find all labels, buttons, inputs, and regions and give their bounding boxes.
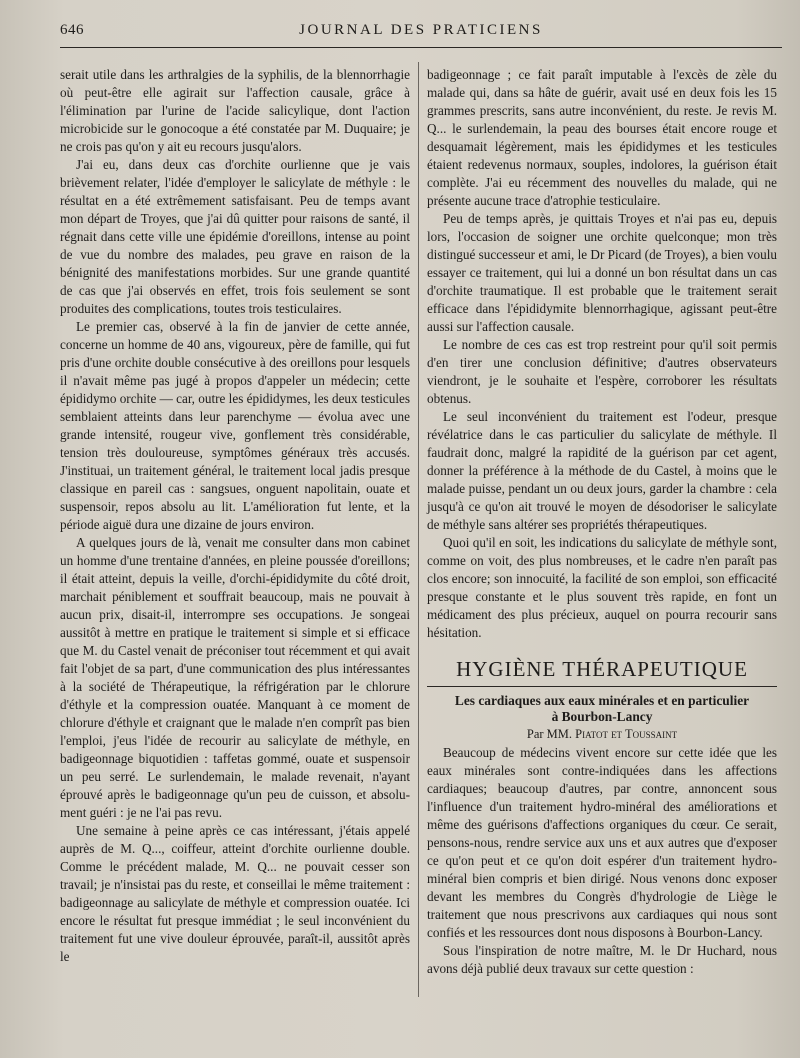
article-title <box>427 693 777 725</box>
journal-title: JOURNAL DES PRATICIENS <box>299 22 543 38</box>
paragraph: Sous l'inspiration de notre maître, M. le Dr Huchard, nous avons déjà publié deux travaux sur cette question : <box>427 943 777 976</box>
article-title-line: Les cardiaques aux eaux minérales et en particulier <box>454 693 750 708</box>
authors-prefix: Par MM. <box>526 727 573 741</box>
section-heading: HYGIÈNE THÉRAPEUTIQUE <box>456 657 748 681</box>
paragraph: Le premier cas, observé à la fin de janvier de cette année, concerne un homme de 40 ans, vigoureux, père de famille, qui fut pris d'une orchite double consécutive à des oreillons pour lesquels il n'avait même pas jugé à propos d'appeler un médecin; cette épididymo orchite — car, outre les épididymes, les deux testicules semblaient atteints dans leur parenchyme — évolua avec une grande intensité, rougeur vive, gonflement très considérable, tension très douloureuse, symptômes généraux très accusés. J'instituai, un traitement général, le traitement local jadis presque classique en pareil cas : sangsues, onguent napolitain, ouate et suspensoir, repos absolu au lit. L'amélioration fut lente, et la période aiguë dura une dizaine de jours environ. <box>60 319 410 532</box>
section-rule <box>427 686 777 687</box>
header-rule <box>60 47 782 48</box>
paragraph: Beaucoup de médecins vivent encore sur cette idée que les eaux minérales sont contre-indiquées dans les affections cardiaques; beaucoup d'autres, par contre, annoncent sous l'influence d'un traitement hydro-minéral des améliorations et même des guérisons d'affections organiques du cœur. Ce serait, pensons-nous, rendre service aux uns et aux autres que d'exposer ce qu'on peut et ce qu'on doit espérer d'un traitement hydro-minéral bien compris et bien dirigé. Nous venons donc exposer devant les membres du Congrès d'hydrologie de Liège le traitement que nous prescrivons aux cardiaques qui nous sont confiés et les ressources dont nous disposons à Bourbon-Lancy. <box>427 745 777 940</box>
page-header <box>60 20 782 44</box>
right-column <box>427 66 777 978</box>
paragraph: Le seul inconvénient du traitement est l'odeur, presque révélatrice dans le cas particulier du salicylate de méthyle. Il faudrait donc, malgré la rapidité de la guérison par cet agent, donner la préférence à la méthode de du Castel, à moins que le malade puisse, pendant un ou deux jours, garder la chambre : cela jusqu'à ce qu'on ait trouvé le moyen de désodoriser le salicylate de méthyle sans altérer ses propriétés thérapeutiques. <box>427 409 777 532</box>
left-column <box>60 66 410 966</box>
paragraph: A quelques jours de là, venait me consulter dans mon cabinet un homme d'une trentaine d'années, en pleine poussée d'oreillons; il était atteint, depuis la veille, d'orchi-épididymite du côté droit, marchait péniblement et souffrait beaucoup, mais ne pouvait à aucun prix, disait-il, interrompre ses occupations. Je songeai aussitôt à mettre en pratique le traitement si simple et si efficace que M. du Castel venait de préconiser tout récemment et qui avait fait l'objet de sa part, d'une communication des plus intéressantes à la société de Thérapeutique, la réfrigération par le chlorure d'éthyle et la compression ouatée. Manquant à ce moment de chlorure d'éthyle et craignant que le malade n'en comprît pas bien l'emploi, j'eus l'idée de recourir au salicylate de méthyle, en badigeonnage biquotidien : taffetas gommé, ouate et suspensoir un peu serré. Le surlendemain, le malade revenait, n'ayant éprouvé après le badigeonnage qu'un peu de cuisson, et absolument guéri : je ne l'ai pas revu. <box>60 535 410 820</box>
paragraph: serait utile dans les arthralgies de la syphilis, de la blennorrhagie où peut-être elle agirait sur l'affection causale, grâce à l'élimination par l'urine de l'acide salicylique, dont l'action microbicide sur le gonocoque a été constatée par M. Duquaire; je ne crois pas qu'on y ait eu recours jusqu'alors. <box>60 67 410 154</box>
column-divider <box>418 62 419 997</box>
paragraph: Peu de temps après, je quittais Troyes et n'ai pas eu, depuis lors, l'occasion de soigner une orchite quelconque; mon très distingué successeur et ami, le Dr Picard (de Troyes), a bien voulu essayer ce traitement, qui lui a donné un bon résultat dans un cas d'orchite traumatique. Il est probable que le traitement serait efficace dans l'épididymite blennorrhagique, agissant peut-être aussi sur l'affection causale. <box>427 211 777 334</box>
paragraph: Une semaine à peine après ce cas intéressant, j'étais appelé auprès de M. Q..., coiffeur, atteint d'orchite ourlienne double. Comme le précédent malade, M. Q... ne pouvait cesser son travail; je n'insistai pas du reste, et conseillai le même traitement : badigeonnage au salicylate de méthyle et compression ouatée. Ici encore le résultat fut presque immédiat ; le seul inconvénient du traitement fut une vive douleur éprouvée, paraît-il, aussitôt après le <box>60 823 410 964</box>
article-authors <box>427 725 777 743</box>
page-number: 646 <box>60 22 84 38</box>
paragraph: J'ai eu, dans deux cas d'orchite ourlienne que je vais brièvement relater, l'idée d'employer le salicylate de méthyle : le résultat en a été extrêmement satisfaisant. Peu de temps avant mon départ de Troyes, que j'ai dû quitter pour raisons de santé, il régnait dans cette ville une épidémie d'oreillons, intense au point de vue du nombre des malades, peu grave en raison de la bénignité des manifestations morbides. Sur une grande quantité de cas que j'ai observés en effet, trois fois seulement se sont produites des complications, toutes trois testiculaires. <box>60 157 410 316</box>
article-title-line: à Bourbon-Lancy <box>551 709 653 724</box>
paragraph: Le nombre de ces cas est trop restreint pour qu'il soit permis d'en tirer une conclusion définitive; d'autres observateurs viendront, je le souhaite et l'espère, corroborer les résultats obtenus. <box>427 337 777 406</box>
paragraph: Quoi qu'il en soit, les indications du salicylate de méthyle sont, comme on voit, des plus nombreuses, et le cadre n'en paraît pas clos encore; son innocuité, la facilité de son emploi, son efficacité presque constante et le plus souvent très rapide, en font un médicament des plus précieux, auquel on pourra recourir sans hésitation. <box>427 535 777 640</box>
paragraph: badigeonnage ; ce fait paraît imputable à l'excès de zèle du malade qui, dans sa hâte de guérir, avait usé en deux fois les 15 grammes prescrits, sans autre inconvénient, du reste. Je revis M. Q... le surlendemain, la peau des bourses était encore rouge et desquamait légèrement, mais les épididymes et les testicules étaient redevenus normaux, souples, indolores, la guérison était complète. J'ai eu récemment des nouvelles du malade, qui ne présente aucune trace d'atrophie testiculaire. <box>427 67 777 208</box>
authors-names: Piatot et Toussaint <box>575 727 678 741</box>
